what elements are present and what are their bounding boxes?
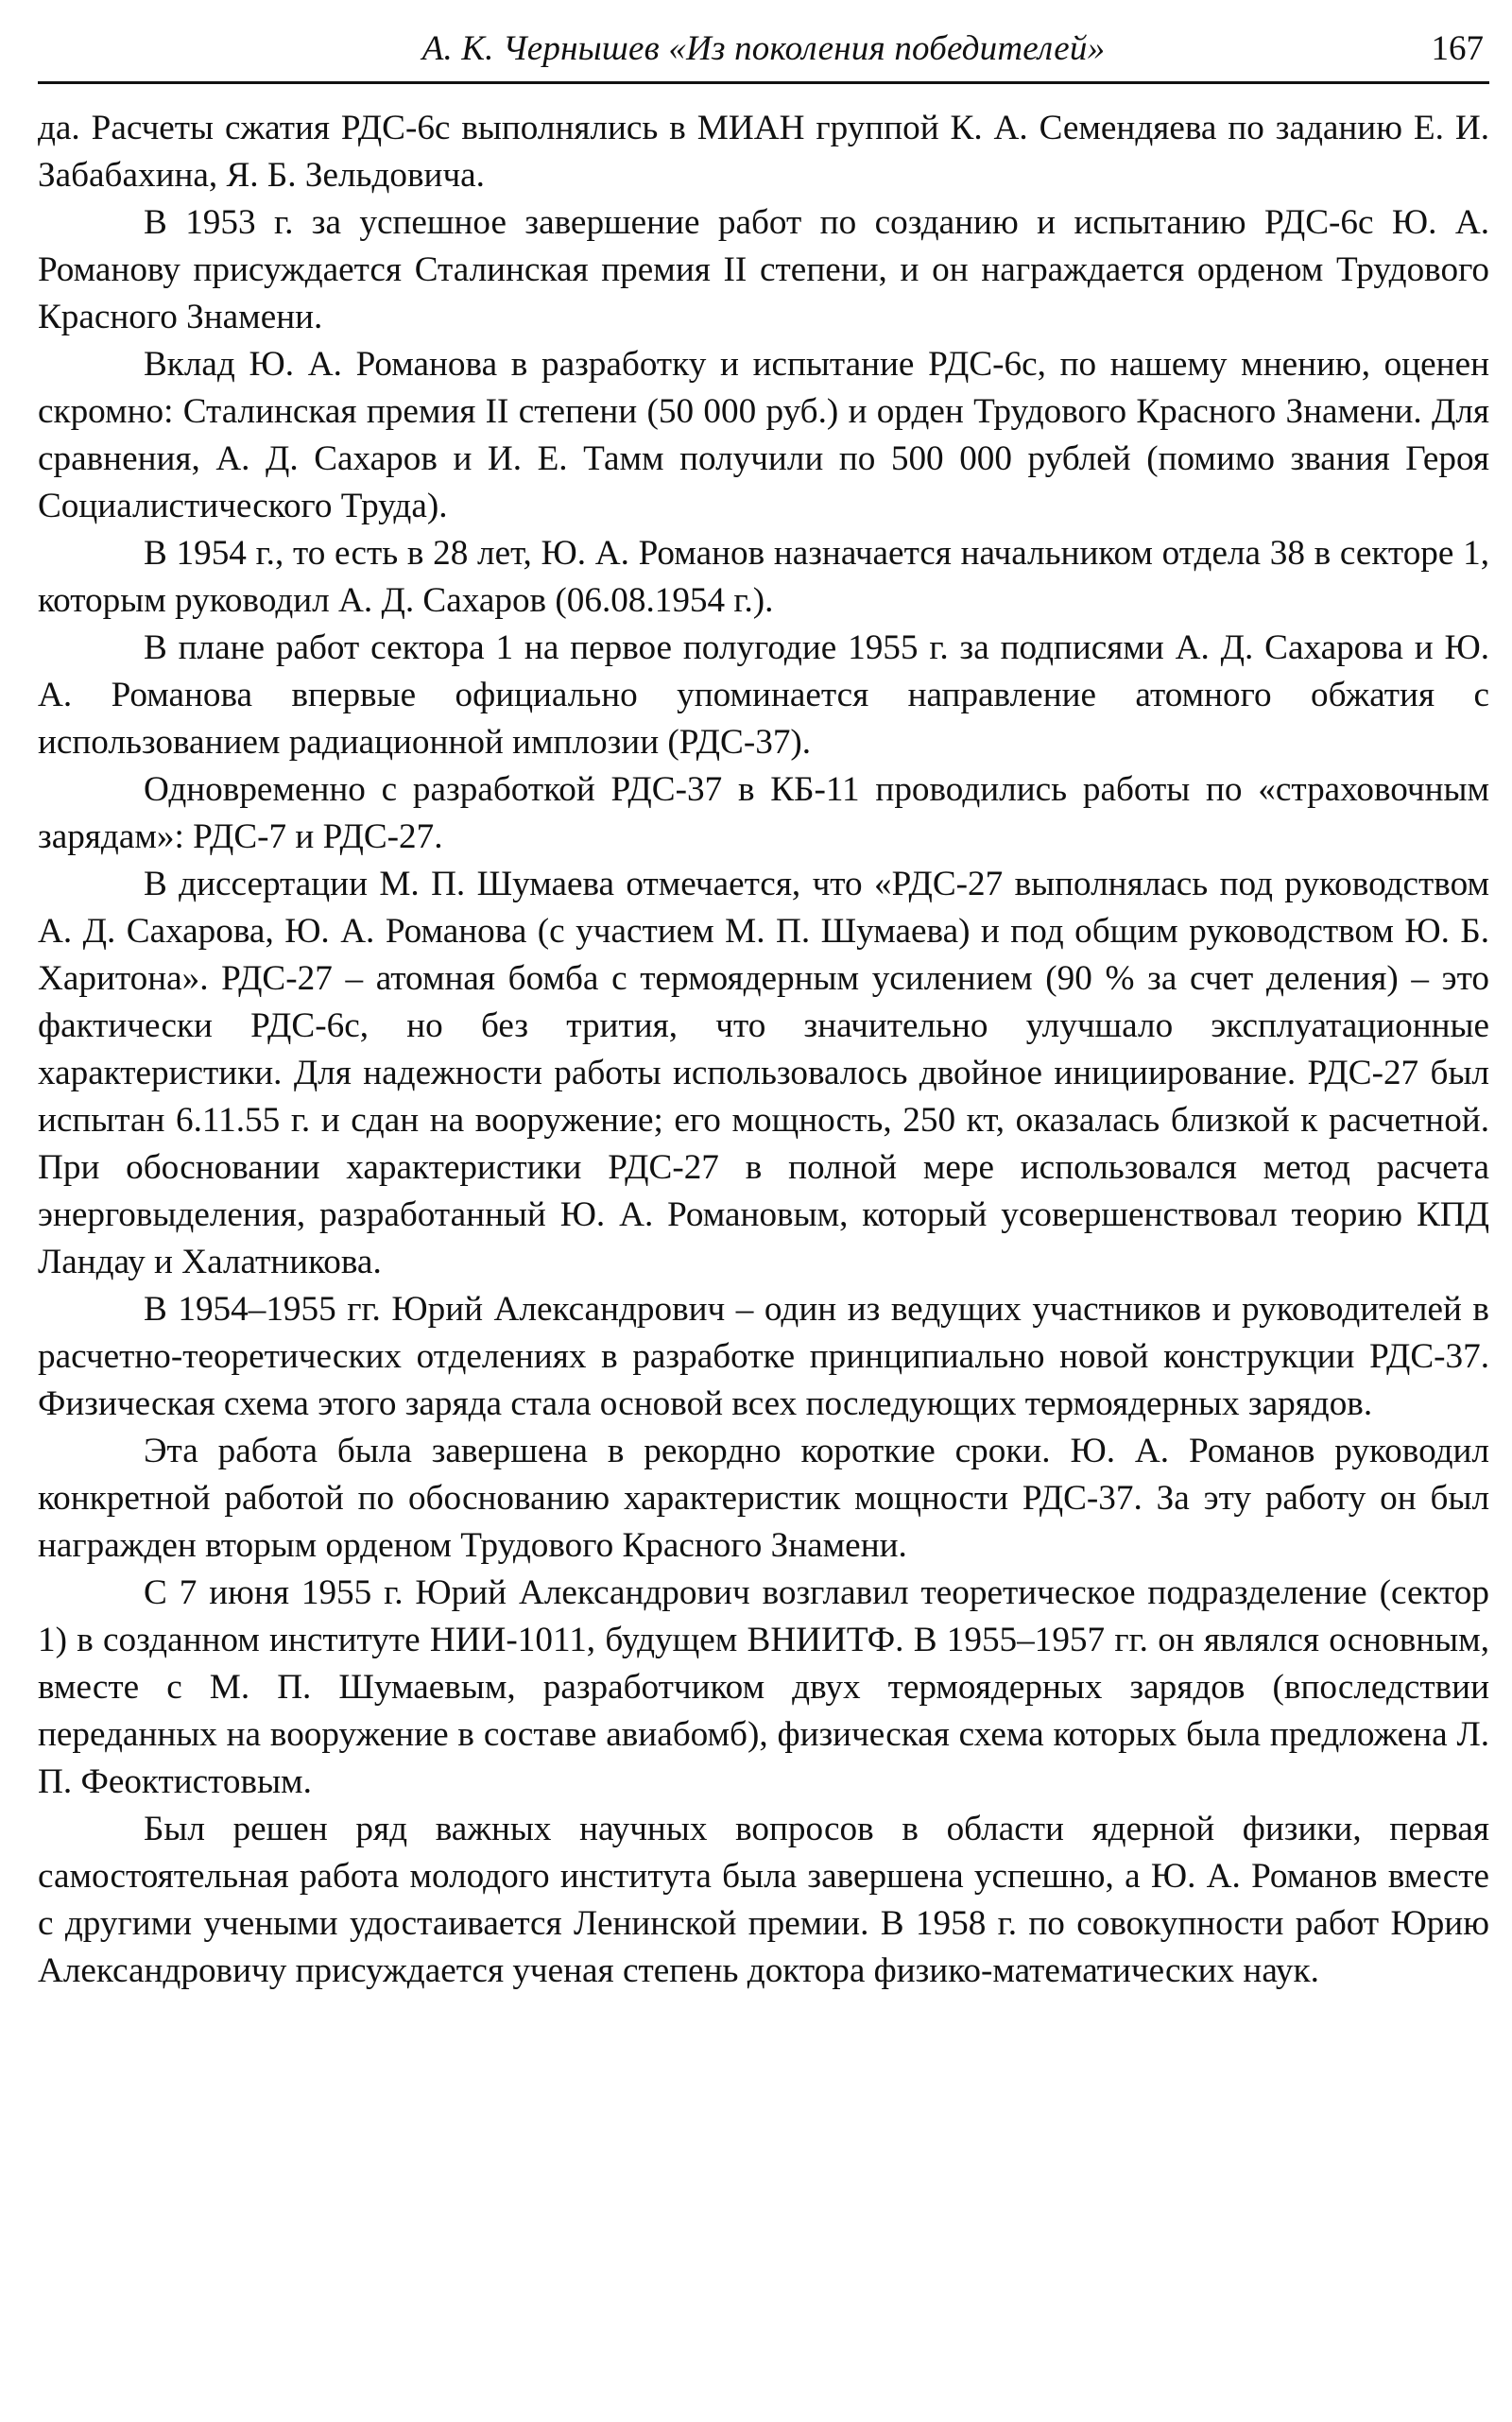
body-text <box>38 105 1489 1995</box>
paragraph: В диссертации М. П. Шумаева отмечается, что «РДС-27 выполнялась под руководством А. Д. Сахарова, Ю. А. Романова (с участием М. П. Шумаева) и под общим руководством Ю. Б. Харитона». РДС-27 – атомная бомба с термоядерным усилением (90 % за счет деления) – это фактически РДС-6с, но без трития, что значительно улучшало эксплуатационные характеристики. Для надежности работы использовалось двойное инициирование. РДС-27 был испытан 6.11.55 г. и сдан на вооружение; его мощность, 250 кт, оказалась близкой к расчетной. При обосновании характеристики РДС-27 в полной мере использовался метод расчета энерговыделения, разработанный Ю. А. Романовым, который усовершенствовал теорию КПД Ландау и Халатникова. <box>38 865 1489 1281</box>
page-number: 167 <box>1431 29 1484 68</box>
paragraph: Эта работа была завершена в рекордно короткие сроки. Ю. А. Романов руководил конкретной работой по обоснованию характеристик мощности РДС-37. За эту работу он был награжден вторым орденом Трудового Красного Знамени. <box>38 1432 1489 1565</box>
paragraph: В 1953 г. за успешное завершение работ по созданию и испытанию РДС-6с Ю. А. Романову присуждается Сталинская премия II степени, и он награждается орденом Трудового Красного Знамени. <box>38 203 1489 336</box>
paragraph: да. Расчеты сжатия РДС-6с выполнялись в МИАН группой К. А. Семендяева по заданию Е. И. Забабахина, Я. Б. Зельдовича. <box>38 109 1489 195</box>
paragraph: Одновременно с разработкой РДС-37 в КБ-11 проводились работы по «страховочным зарядам»: РДС-7 и РДС-27. <box>38 770 1489 856</box>
paragraph: В 1954–1955 гг. Юрий Александрович – один из ведущих участников и руководителей в расчетно-теоретических отделениях в разработке принципиально новой конструкции РДС-37. Физическая схема этого заряда стала основой всех последующих термоядерных зарядов. <box>38 1290 1489 1423</box>
paragraph: В плане работ сектора 1 на первое полугодие 1955 г. за подписями А. Д. Сахарова и Ю. А. Романова впервые официально упоминается направление атомного обжатия с использованием радиационной имплозии (РДС-37). <box>38 628 1489 762</box>
paragraph: Был решен ряд важных научных вопросов в области ядерной физики, первая самостоятельная работа молодого института была завершена успешно, а Ю. А. Романов вместе с другими учеными удостаивается Ленинской премии. В 1958 г. по совокупности работ Юрию Александровичу присуждается ученая степень доктора физико-математических наук. <box>38 1810 1489 1990</box>
paragraph: Вклад Ю. А. Романова в разработку и испытание РДС-6с, по нашему мнению, оценен скромно: Сталинская премия II степени (50 000 руб.) и орден Трудового Красного Знамени. Для сравнения, А. Д. Сахаров и И. Е. Тамм получили по 500 000 рублей (помимо звания Героя Социалистического Труда). <box>38 345 1489 525</box>
running-title: А. К. Чернышев «Из поколения победителей» <box>421 29 1106 68</box>
paragraph: В 1954 г., то есть в 28 лет, Ю. А. Романов назначается начальником отдела 38 в секторе 1, которым руководил А. Д. Сахаров (06.08.1954 г.). <box>38 534 1489 620</box>
book-page <box>38 21 1489 1995</box>
paragraph: С 7 июня 1955 г. Юрий Александрович возглавил теоретическое подразделение (сектор 1) в созданном институте НИИ-1011, будущем ВНИИТФ. В 1955–1957 гг. он являлся основным, вместе с М. П. Шумаевым, разработчиком двух термоядерных зарядов (впоследствии переданных на вооружение в составе авиабомб), физическая схема которых была предложена Л. П. Феоктистовым. <box>38 1573 1489 1801</box>
running-head <box>38 21 1489 84</box>
